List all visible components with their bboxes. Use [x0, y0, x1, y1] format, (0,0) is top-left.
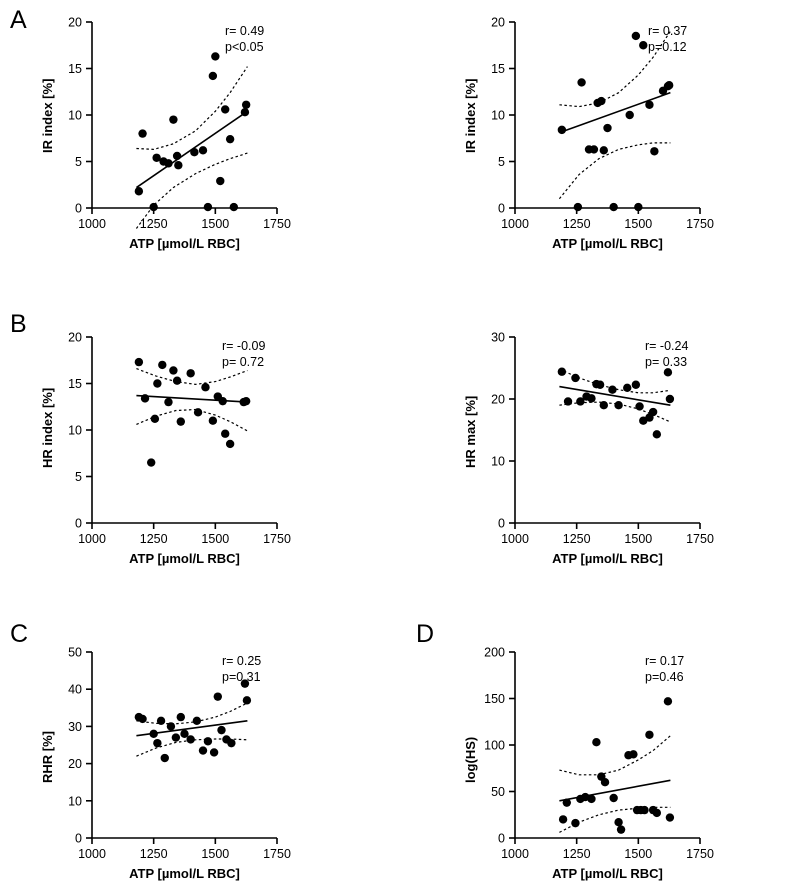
data-point [177, 417, 185, 425]
data-point [242, 397, 250, 405]
y-tick [68, 646, 92, 660]
data-point [635, 402, 643, 410]
data-point [600, 401, 608, 409]
y-tick-label: 50 [491, 785, 505, 799]
p-value: p=0.31 [222, 669, 261, 684]
x-tick-label: 1500 [201, 532, 230, 546]
data-point [587, 795, 595, 803]
chart-B-left [42, 331, 307, 577]
y-tick [75, 470, 92, 484]
data-point [158, 361, 166, 369]
x-tick [78, 838, 106, 861]
data-point [201, 383, 209, 391]
data-point [138, 715, 146, 723]
y-axis-label: HR max [%] [463, 395, 478, 468]
x-tick [624, 523, 652, 546]
y-tick-label: 0 [498, 201, 505, 216]
y-tick-label: 10 [491, 108, 505, 123]
data-point [173, 377, 181, 385]
y-tick [68, 683, 92, 697]
y-tick-label: 15 [491, 62, 505, 76]
x-tick-label: 1000 [78, 532, 106, 546]
chart-A-left [42, 16, 307, 262]
data-point [614, 401, 622, 409]
x-tick [501, 523, 529, 546]
data-point [634, 203, 642, 211]
correlation-value: r= 0.37 [648, 24, 688, 38]
data-point [169, 366, 177, 374]
y-tick-label: 0 [75, 516, 82, 531]
data-point [626, 111, 634, 119]
x-axis-label: ATP [µmol/L RBC] [129, 866, 240, 881]
x-tick [686, 838, 714, 861]
ci-upper-curve [136, 703, 247, 724]
x-tick-label: 1250 [139, 532, 168, 546]
data-point [645, 731, 653, 739]
x-tick [624, 208, 652, 231]
data-point [209, 72, 217, 80]
x-tick-label: 1500 [201, 217, 230, 231]
data-point [241, 108, 249, 116]
data-point [590, 145, 598, 153]
x-tick [624, 838, 652, 861]
y-tick-label: 15 [68, 377, 82, 391]
y-tick [491, 455, 515, 469]
y-tick [68, 424, 92, 438]
x-tick-label: 1500 [624, 217, 653, 231]
data-point [164, 159, 172, 167]
panel-letter-d: D [416, 620, 435, 648]
p-value: p=0.12 [648, 39, 687, 54]
stats-annotation [222, 339, 265, 370]
correlation-value: r= -0.09 [222, 339, 266, 353]
y-tick-label: 5 [498, 155, 505, 169]
x-tick [563, 208, 591, 231]
y-tick [491, 331, 515, 345]
data-point [617, 825, 625, 833]
y-tick-label: 15 [68, 62, 82, 76]
y-tick-label: 30 [491, 330, 505, 345]
y-tick-label: 10 [68, 794, 82, 809]
correlation-value: r= 0.17 [645, 654, 685, 668]
y-tick-label: 40 [68, 682, 82, 697]
x-tick-label: 1000 [501, 847, 529, 861]
p-value: p= 0.33 [645, 354, 688, 369]
data-point [161, 754, 169, 762]
data-point [199, 746, 207, 754]
y-tick [491, 109, 515, 123]
data-point [571, 819, 579, 827]
chart-A-right [465, 16, 730, 262]
data-point [230, 203, 238, 211]
x-tick [563, 523, 591, 546]
data-point [587, 394, 595, 402]
x-tick-label: 1250 [139, 217, 168, 231]
data-point [149, 203, 157, 211]
data-point [141, 394, 149, 402]
y-tick-label: 100 [484, 738, 505, 753]
x-tick [140, 523, 168, 546]
x-tick [501, 208, 529, 231]
x-tick-label: 1250 [139, 847, 168, 861]
y-axis-label: log(HS) [463, 736, 478, 783]
y-axis-label: RHR [%] [40, 731, 55, 783]
y-tick-label: 50 [68, 645, 82, 660]
data-point [226, 440, 234, 448]
y-tick [75, 202, 92, 216]
data-point [592, 738, 600, 746]
stats-annotation [222, 654, 261, 685]
data-point [167, 722, 175, 730]
y-tick-label: 200 [484, 645, 505, 660]
data-point [190, 148, 198, 156]
x-tick [263, 838, 291, 861]
data-point [135, 187, 143, 195]
data-point [603, 124, 611, 132]
y-tick [68, 377, 92, 391]
data-point [217, 726, 225, 734]
data-point [653, 809, 661, 817]
y-tick [484, 739, 515, 753]
x-tick-label: 1500 [624, 532, 653, 546]
x-tick-label: 1000 [78, 217, 106, 231]
y-tick-label: 30 [68, 719, 82, 734]
x-tick-label: 1500 [624, 847, 653, 861]
data-point [614, 818, 622, 826]
x-axis-label: ATP [µmol/L RBC] [552, 236, 663, 251]
y-axis-label: IR index [%] [463, 78, 478, 153]
stats-annotation [645, 339, 688, 370]
correlation-value: r= 0.49 [225, 24, 265, 38]
chart-D-right [465, 646, 730, 892]
ci-upper-curve [559, 736, 670, 775]
x-tick-label: 1750 [686, 847, 714, 861]
regression-line [559, 93, 670, 133]
panel-letter-c: C [10, 620, 29, 648]
x-tick-label: 1750 [686, 532, 714, 546]
panel-letter-a: A [10, 6, 27, 34]
data-point [558, 126, 566, 134]
data-point [153, 379, 161, 387]
x-tick [78, 523, 106, 546]
data-point [623, 384, 631, 392]
y-tick-label: 5 [75, 470, 82, 484]
x-tick [140, 838, 168, 861]
y-tick [75, 155, 92, 169]
y-tick [498, 202, 515, 216]
x-tick [201, 838, 229, 861]
y-tick-label: 10 [68, 423, 82, 438]
x-tick [686, 208, 714, 231]
data-point [221, 105, 229, 113]
data-point [209, 417, 217, 425]
data-point [666, 395, 674, 403]
y-tick-label: 20 [491, 392, 505, 407]
x-tick [263, 208, 291, 231]
data-point [193, 717, 201, 725]
chart-C-left [42, 646, 307, 892]
y-tick [68, 720, 92, 734]
data-point [157, 717, 165, 725]
panel-letter-b: B [10, 310, 27, 338]
p-value: p<0.05 [225, 39, 264, 54]
data-point [210, 748, 218, 756]
correlation-value: r= 0.25 [222, 654, 262, 668]
y-tick-label: 150 [484, 692, 505, 706]
data-point [149, 730, 157, 738]
data-point [563, 798, 571, 806]
x-axis-label: ATP [µmol/L RBC] [129, 236, 240, 251]
data-point [649, 408, 657, 416]
x-tick-label: 1750 [686, 217, 714, 231]
data-point [147, 458, 155, 466]
stats-annotation [645, 654, 684, 685]
data-point [666, 813, 674, 821]
data-point [135, 358, 143, 366]
y-tick [498, 517, 515, 531]
data-point [221, 430, 229, 438]
y-tick [498, 155, 515, 169]
x-axis-label: ATP [µmol/L RBC] [552, 866, 663, 881]
x-tick [563, 838, 591, 861]
x-tick [78, 208, 106, 231]
data-point [632, 381, 640, 389]
y-tick-label: 0 [498, 516, 505, 531]
x-tick [686, 523, 714, 546]
y-tick [491, 62, 515, 76]
y-tick [68, 109, 92, 123]
x-tick-label: 1250 [562, 532, 591, 546]
data-point [597, 97, 605, 105]
data-point [174, 161, 182, 169]
data-point [243, 696, 251, 704]
y-tick [68, 62, 92, 76]
x-tick-label: 1750 [263, 532, 291, 546]
data-point [172, 733, 180, 741]
x-tick [140, 208, 168, 231]
y-tick [75, 517, 92, 531]
y-tick-label: 0 [75, 831, 82, 846]
data-point [664, 697, 672, 705]
data-point [194, 408, 202, 416]
data-point [564, 397, 572, 405]
x-tick-label: 1750 [263, 847, 291, 861]
x-axis-label: ATP [µmol/L RBC] [552, 551, 663, 566]
data-point [186, 735, 194, 743]
x-tick-label: 1000 [501, 217, 529, 231]
y-tick-label: 20 [491, 15, 505, 30]
data-point [242, 101, 250, 109]
p-value: p= 0.72 [222, 354, 265, 369]
data-point [645, 101, 653, 109]
data-point [639, 41, 647, 49]
data-point [138, 129, 146, 137]
y-tick [491, 393, 515, 407]
x-tick-label: 1750 [263, 217, 291, 231]
y-tick [484, 692, 515, 706]
data-point [596, 381, 604, 389]
data-point [600, 146, 608, 154]
y-tick [68, 794, 92, 808]
data-point [177, 713, 185, 721]
data-point [629, 750, 637, 758]
y-tick [491, 16, 515, 30]
x-tick [501, 838, 529, 861]
data-point [609, 203, 617, 211]
y-tick-label: 0 [75, 201, 82, 216]
data-point [608, 386, 616, 394]
data-point [153, 739, 161, 747]
y-tick [491, 785, 515, 799]
data-point [653, 430, 661, 438]
data-point [169, 115, 177, 123]
data-point [601, 778, 609, 786]
y-tick [484, 646, 515, 660]
data-point [219, 397, 227, 405]
y-axis-label: IR index [%] [40, 78, 55, 153]
x-tick-label: 1000 [501, 532, 529, 546]
x-tick-label: 1250 [562, 217, 591, 231]
data-point [226, 135, 234, 143]
y-tick [498, 832, 515, 846]
data-point [204, 737, 212, 745]
y-tick-label: 20 [68, 15, 82, 30]
x-tick-label: 1000 [78, 847, 106, 861]
data-point [665, 81, 673, 89]
data-point [151, 415, 159, 423]
y-tick-label: 20 [68, 757, 82, 772]
x-tick-label: 1500 [201, 847, 230, 861]
data-point [227, 739, 235, 747]
x-tick-label: 1250 [562, 847, 591, 861]
data-point [214, 692, 222, 700]
y-axis-label: HR index [%] [40, 387, 55, 468]
data-point [559, 815, 567, 823]
data-point [609, 794, 617, 802]
chart-B-right [465, 331, 730, 577]
data-point [571, 374, 579, 382]
data-point [186, 369, 194, 377]
y-tick-label: 5 [75, 155, 82, 169]
y-tick [68, 16, 92, 30]
correlation-value: r= -0.24 [645, 339, 689, 353]
data-point [204, 203, 212, 211]
y-tick [68, 331, 92, 345]
data-point [164, 398, 172, 406]
x-tick [201, 208, 229, 231]
y-tick-label: 10 [68, 108, 82, 123]
y-tick [75, 832, 92, 846]
y-tick-label: 0 [498, 831, 505, 846]
data-point [577, 78, 585, 86]
y-tick-label: 20 [68, 330, 82, 345]
data-point [199, 146, 207, 154]
x-tick [201, 523, 229, 546]
stats-annotation [225, 24, 264, 55]
x-axis-label: ATP [µmol/L RBC] [129, 551, 240, 566]
data-point [574, 203, 582, 211]
data-point [650, 147, 658, 155]
data-point [640, 806, 648, 814]
regression-line [136, 396, 247, 403]
data-point [173, 152, 181, 160]
data-point [632, 32, 640, 40]
stats-annotation [648, 24, 687, 55]
y-tick-label: 10 [491, 454, 505, 469]
data-point [558, 368, 566, 376]
data-point [216, 177, 224, 185]
x-tick [263, 523, 291, 546]
data-point [211, 52, 219, 60]
y-tick [68, 757, 92, 771]
p-value: p=0.46 [645, 669, 684, 684]
